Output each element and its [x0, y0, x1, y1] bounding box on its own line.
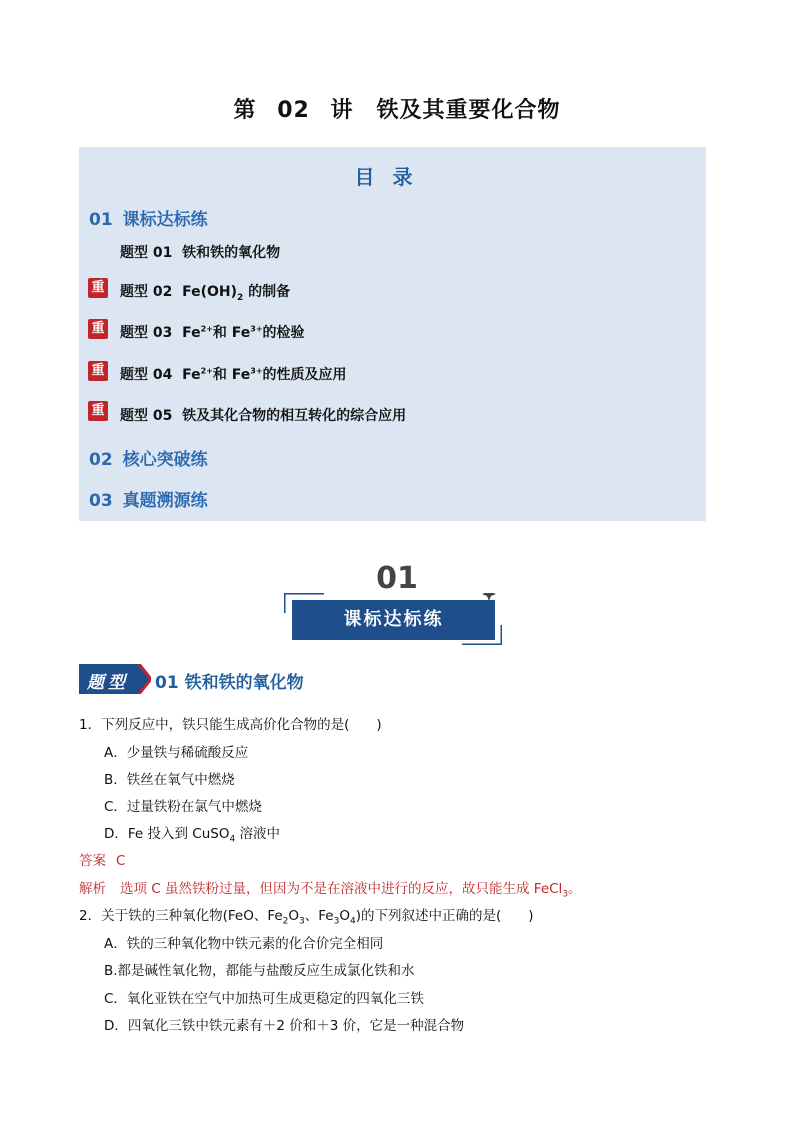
toc-item-type-05[interactable]: 题型 05 铁及其化合物的相互转化的综合应用 [120, 408, 407, 424]
toc-section-02[interactable]: 02 核心突破练 [89, 450, 208, 470]
question-1-option-d: D．Fe 投入到 CuSO$_4$ 溶液中 [104, 826, 281, 845]
question-type-badge-label: 题型 [87, 673, 129, 693]
question-1-analysis: 解析 选项 C 虽然铁粉过量，但因为不是在溶液中进行的反应，故只能生成 FeCl$_3$。 [79, 881, 582, 900]
question-2-option-c: C．氧化亚铁在空气中加热可生成更稳定的四氧化三铁 [104, 991, 424, 1007]
question-type-title: 01 铁和铁的氧化物 [155, 673, 304, 693]
important-icon: 重 [88, 401, 108, 421]
toc-section-03[interactable]: 03 真题溯源练 [89, 491, 208, 511]
question-1-option-c: C．过量铁粉在氯气中燃烧 [104, 799, 262, 815]
question-1-answer: 答案 C [79, 853, 126, 869]
toc-item-type-03[interactable]: 题型 03 $Fe^{2+}$和 $Fe^{3+}$的检验 [120, 324, 305, 341]
section-number: 01 [376, 561, 418, 596]
page-title: 第 02 讲 铁及其重要化合物 [233, 98, 561, 123]
important-icon: 重 [88, 319, 108, 339]
toc-item-type-01[interactable]: 题型 01 铁和铁的氧化物 [120, 245, 281, 261]
toc-section-01[interactable]: 01 课标达标练 [89, 210, 208, 230]
important-icon: 重 [88, 278, 108, 298]
section-banner: 课标达标练 [292, 600, 495, 640]
toc-item-type-02[interactable]: 题型 02 $Fe(OH)_2$ 的制备 [120, 284, 291, 303]
toc-item-type-04[interactable]: 题型 04 $Fe^{2+}$和 $Fe^{3+}$的性质及应用 [120, 366, 347, 383]
question-1-stem: 1．下列反应中，铁只能生成高价化合物的是( ) [79, 717, 382, 733]
question-2-option-d: D．四氧化三铁中铁元素有＋2 价和＋3 价，它是一种混合物 [104, 1018, 465, 1034]
table-of-contents [79, 147, 706, 521]
question-2-stem: 2．关于铁的三种氧化物(FeO、$Fe_2O_3$、$Fe_3O_4$)的下列叙述中正确的是( ) [79, 908, 534, 927]
important-icon: 重 [88, 361, 108, 381]
question-2-option-a: A．铁的三种氧化物中铁元素的化合价完全相同 [104, 936, 384, 952]
question-1-option-b: B．铁丝在氧气中燃烧 [104, 772, 235, 788]
toc-heading: 目录 [354, 165, 431, 189]
question-2-option-b: B.都是碱性氧化物，都能与盐酸反应生成氯化铁和水 [104, 963, 415, 979]
question-1-option-a: A．少量铁与稀硫酸反应 [104, 745, 249, 761]
